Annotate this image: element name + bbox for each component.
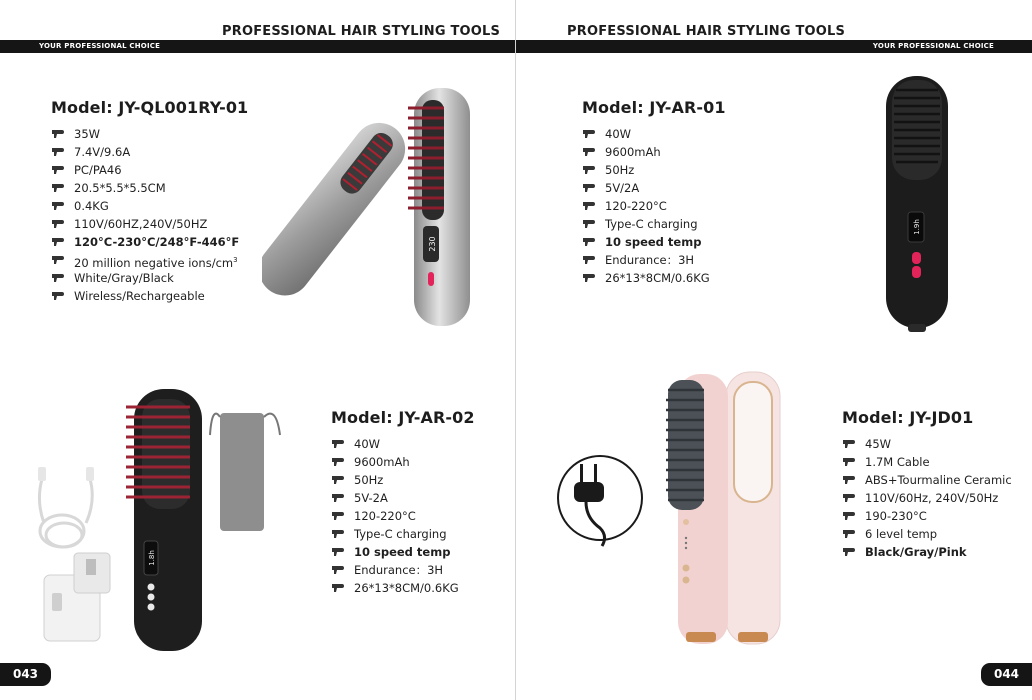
header-tagline: YOUR PROFESSIONAL CHOICE — [872, 42, 994, 50]
header-title: PROFESSIONAL HAIR STYLING TOOLS — [222, 24, 501, 39]
model-title: Model: JY-QL001RY-01 — [51, 98, 249, 117]
hair-dryer-icon — [51, 183, 65, 193]
spec-item: 110V/60Hz, 240V/50Hz — [842, 489, 1012, 507]
hair-dryer-icon — [51, 129, 65, 139]
spec-item: Type-C charging — [331, 525, 459, 543]
spec-item: 20 million negative ions/$cm^3$ — [51, 251, 239, 269]
page-number: 043 — [0, 663, 51, 686]
spec-item: Black/Gray/Pink — [842, 543, 1012, 561]
hair-dryer-icon — [331, 565, 345, 575]
hair-dryer-icon — [582, 147, 596, 157]
spec-item: 10 speed temp — [331, 543, 459, 561]
header-tagline: YOUR PROFESSIONAL CHOICE — [39, 42, 161, 50]
hair-dryer-icon — [842, 547, 856, 557]
model-title: Model: JY-JD01 — [842, 408, 974, 427]
spec-item: 26*13*8CM/0.6KG — [582, 269, 710, 287]
spec-item: Endurance：3H — [582, 251, 710, 269]
hair-dryer-icon — [51, 291, 65, 301]
spec-list — [842, 435, 1012, 561]
hair-dryer-icon — [842, 511, 856, 521]
spec-list — [331, 435, 459, 597]
hair-dryer-icon — [842, 439, 856, 449]
hair-dryer-icon — [582, 201, 596, 211]
hair-dryer-icon — [331, 475, 345, 485]
hair-dryer-icon — [582, 237, 596, 247]
spec-item: 120-220°C — [582, 197, 710, 215]
spec-item: 190-230°C — [842, 507, 1012, 525]
hair-dryer-icon — [51, 165, 65, 175]
spec-item: 50Hz — [331, 471, 459, 489]
spec-item: 40W — [331, 435, 459, 453]
spec-item: 50Hz — [582, 161, 710, 179]
hair-dryer-icon — [331, 439, 345, 449]
model-title: Model: JY-AR-02 — [331, 408, 475, 427]
spec-item: 10 speed temp — [582, 233, 710, 251]
spec-item: 6 level temp — [842, 525, 1012, 543]
svg-text:1.8h: 1.8h — [148, 550, 156, 566]
svg-text:1.9h: 1.9h — [913, 219, 921, 235]
spec-item: 40W — [582, 125, 710, 143]
hair-dryer-icon — [51, 255, 65, 265]
spec-item: 26*13*8CM/0.6KG — [331, 579, 459, 597]
model-title: Model: JY-AR-01 — [582, 98, 726, 117]
hair-dryer-icon — [842, 493, 856, 503]
hair-dryer-icon — [582, 273, 596, 283]
hair-dryer-icon — [51, 147, 65, 157]
spec-item: 7.4V/9.6A — [51, 143, 239, 161]
hair-dryer-icon — [331, 529, 345, 539]
spec-item: PC/PA46 — [51, 161, 239, 179]
hair-dryer-icon — [51, 237, 65, 247]
spec-item: 5V/2A — [582, 179, 710, 197]
header-title: PROFESSIONAL HAIR STYLING TOOLS — [567, 24, 846, 39]
hair-dryer-icon — [331, 457, 345, 467]
hair-dryer-icon — [51, 201, 65, 211]
spec-item: 110V/60HZ,240V/50HZ — [51, 215, 239, 233]
spec-item: 120-220°C — [331, 507, 459, 525]
hair-dryer-icon — [582, 219, 596, 229]
page-number: 044 — [981, 663, 1032, 686]
spec-item: Type-C charging — [582, 215, 710, 233]
product-image-pink-brush — [556, 368, 796, 650]
spec-item: 9600mAh — [331, 453, 459, 471]
spec-item: Endurance：3H — [331, 561, 459, 579]
hair-dryer-icon — [331, 511, 345, 521]
spec-item: White/Gray/Black — [51, 269, 239, 287]
hair-dryer-icon — [51, 219, 65, 229]
spec-item: 20.5*5.5*5.5CM — [51, 179, 239, 197]
svg-text:230: 230 — [428, 236, 437, 252]
hair-dryer-icon — [331, 493, 345, 503]
product-image-black-brush-front — [882, 74, 954, 336]
spec-item: 5V-2A — [331, 489, 459, 507]
hair-dryer-icon — [582, 165, 596, 175]
hair-dryer-icon — [331, 583, 345, 593]
spec-item: Wireless/Rechargeable — [51, 287, 239, 305]
hair-dryer-icon — [582, 255, 596, 265]
hair-dryer-icon — [51, 273, 65, 283]
spec-item: 0.4KG — [51, 197, 239, 215]
spec-list — [582, 125, 710, 287]
hair-dryer-icon — [331, 547, 345, 557]
right-page — [516, 0, 1032, 700]
product-image-gray-brush — [262, 86, 474, 328]
hair-dryer-icon — [582, 183, 596, 193]
spec-item: 35W — [51, 125, 239, 143]
spec-item: 120°C-230°C/248°F-446°F — [51, 233, 239, 251]
hair-dryer-icon — [582, 129, 596, 139]
spec-item: 1.7M Cable — [842, 453, 1012, 471]
product-image-black-brush-kit — [34, 383, 290, 655]
spec-item: 45W — [842, 435, 1012, 453]
hair-dryer-icon — [842, 475, 856, 485]
hair-dryer-icon — [842, 529, 856, 539]
hair-dryer-icon — [842, 457, 856, 467]
spec-item: 9600mAh — [582, 143, 710, 161]
spec-item: ABS+Tourmaline Ceramic — [842, 471, 1012, 489]
spec-list — [51, 125, 239, 305]
